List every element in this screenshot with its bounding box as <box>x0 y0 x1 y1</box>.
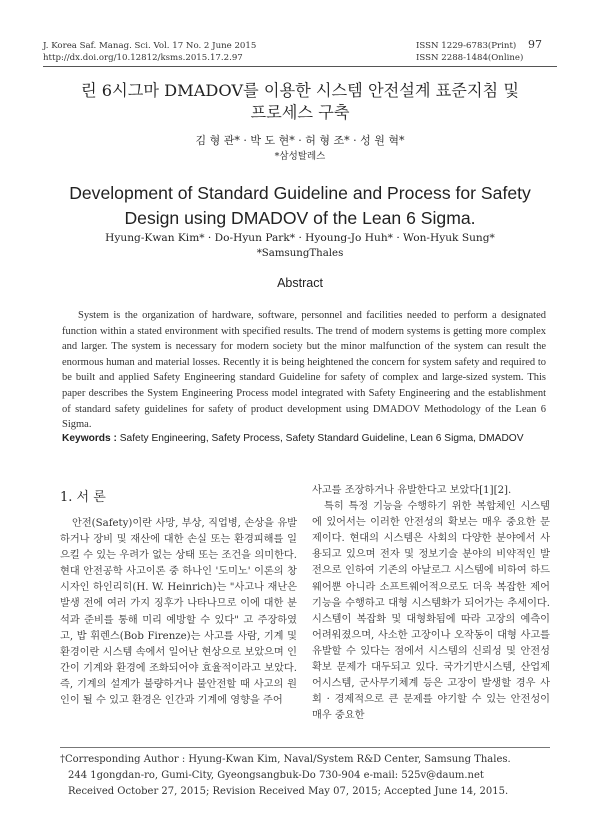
english-title-line1: Development of Standard Guideline and Process for Safety <box>69 183 531 203</box>
footnote <box>60 752 560 800</box>
keywords-label: Keywords : <box>62 433 117 444</box>
journal-citation: J. Korea Saf. Manag. Sci. Vol. 17 No. 2 June 2015 <box>43 41 257 51</box>
header-divider <box>43 66 557 67</box>
received-dates: Received October 27, 2015; Revision Received May 07, 2015; Accepted June 14, 2015. <box>68 786 509 797</box>
english-authors: Hyung-Kwan Kim* · Do-Hyun Park* · Hyoung-Jo Huh* · Won-Hyuk Sung* <box>105 232 495 244</box>
doi-link[interactable]: http://dx.doi.org/10.12812/ksms.2015.17.2.97 <box>43 53 243 63</box>
korean-title <box>40 80 560 124</box>
footnote-divider <box>60 747 550 748</box>
section-heading: 1. 서 론 <box>60 490 106 505</box>
korean-title-line2: 프로세스 구축 <box>250 103 350 122</box>
issn-online: ISSN 2288-1484(Online) <box>416 53 524 63</box>
korean-title-line1: 린 6시그마 DMADOV를 이용한 시스템 안전설계 표준지침 및 <box>81 81 519 100</box>
corresponding-author: †Corresponding Author : Hyung-Kwan Kim, Naval/System R&D Center, Samsung Thales. <box>60 754 511 765</box>
author-address: 244 1gongdan-ro, Gumi-City, Gyeongsangbuk-Do 730-904 e-mail: 525v@daum.net <box>68 770 484 781</box>
korean-authors: 김 형 관* · 박 도 현* · 허 형 조* · 성 원 혁* <box>195 134 405 147</box>
abstract-heading: Abstract <box>277 276 323 290</box>
korean-affiliation: *삼성탈레스 <box>274 151 326 162</box>
left-column <box>60 516 297 709</box>
left-paragraph: 안전(Safety)이란 사망, 부상, 직업병, 손상을 유발하거나 장비 및 재산에 대한 손실 또는 환경피해를 일으킬 수 있는 우려가 없는 상태 또는 조건을 의미한다. 현대 안전공학 사고이론 중 하나인 '도미노' 이론의 창시자인 하인리히(H. W. Heinrich)는 "사고나 재난은 발생 전에 여러 가지 징후가 나타나므로 이에 대한 분석과 준비를 통해 미리 예방할 수 있다" 고 주장하였고, 밥 휘렌스(Bob Firenze)는 사고를 사람, 기계 및 환경이란 시스템 속에서 일어난 현상으로 보았으며 인간이 기계와 환경에 조화되어야 효율적이라고 보았다. 즉, 기계의 설계가 불량하거나 불안전할 때 사고의 원인이 될 수 있고 환경은 인간과 기계에 영향을 주어 <box>60 518 297 707</box>
abstract-body: System is the organization of hardware, software, personnel and facilities needed to perform a designated function within a stated environment with specified results. The trend of modern systems is getting more complex and larger. The system is necessary for modern society but the minor malfunction of the system can result the enormous human and material losses. Recently it is being heightened the concern for system safety and required to be built and applied Safety Engineering standard Guideline for safety of complex and large-sized system. This paper describes the System Engineering Process model integrated with Safety Engineering and the establishment of standard safety guidelines for safety of product development using DMADOV Methodology of the Lean 6 Sigma. <box>62 310 546 431</box>
page-number: 97 <box>528 38 542 51</box>
right-column <box>312 483 550 724</box>
keywords-line <box>62 433 562 444</box>
english-affiliation: *SamsungThales <box>256 248 344 259</box>
right-paragraph-2: 특히 특정 기능을 수행하기 위한 복합체인 시스템에 있어서는 이러한 안전성의 확보는 매우 중요한 문제이다. 현대의 시스템은 사회의 다양한 분야에서 사용되고 있으며 전자 및 정보기술 분야의 비약적인 발전으로 인하여 기존의 아날로그 시스템에 비하여 하드웨어뿐 아니라 소프트웨어적으로도 더욱 복잡한 제어 기능을 수행하고 대형 시스템화가 되어가는 추세이다. 시스템이 복잡화 및 대형화됨에 따라 고장의 예측이 어려워졌으며, 사소한 고장이나 오작동이 대형 사고를 유발할 수 있다는 점에서 시스템의 신뢰성 및 안전성확보 문제가 대두되고 있다. 국가기반시스템, 산업제어시스템, 군사무기체계 등은 고장이 발생할 경우 사회 · 경제적으로 큰 문제를 야기할 수 있는 안전성이 매우 중요한 <box>312 501 550 722</box>
issn-block <box>416 40 546 64</box>
issn-print: ISSN 1229-6783(Print) <box>416 41 517 51</box>
right-paragraph-1: 사고를 조장하거나 유발한다고 보았다[1][2]. <box>312 485 512 496</box>
english-title-line2: Design using DMADOV of the Lean 6 Sigma. <box>124 208 476 228</box>
english-title <box>40 181 560 231</box>
keywords-list: Safety Engineering, Safety Process, Safety Standard Guideline, Lean 6 Sigma, DMADOV <box>119 433 524 444</box>
journal-header <box>43 40 363 64</box>
